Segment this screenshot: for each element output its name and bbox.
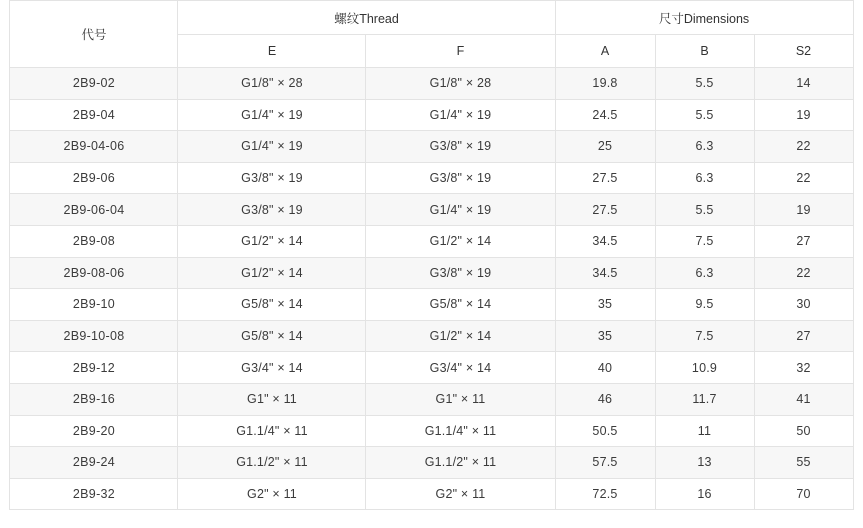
table-row	[10, 162, 853, 194]
header-thread-group: 螺纹Thread	[178, 1, 555, 35]
header-dimensions-group: 尺寸Dimensions	[555, 1, 853, 35]
cell-dim-a: 25	[555, 131, 655, 163]
table-row	[10, 68, 853, 100]
cell-part-no: 2B9-10-08	[10, 320, 178, 352]
cell-dim-s2: 70	[754, 478, 853, 510]
cell-thread-f: G1/4" × 19	[366, 99, 555, 131]
cell-thread-f: G3/8" × 19	[366, 131, 555, 163]
cell-part-no: 2B9-08	[10, 225, 178, 257]
table-row	[10, 415, 853, 447]
cell-dim-a: 34.5	[555, 225, 655, 257]
cell-thread-f: G3/8" × 19	[366, 257, 555, 289]
cell-part-no: 2B9-24	[10, 447, 178, 479]
cell-dim-s2: 32	[754, 352, 853, 384]
cell-thread-f: G1/4" × 19	[366, 194, 555, 226]
cell-dim-b: 9.5	[655, 289, 754, 321]
cell-dim-s2: 22	[754, 257, 853, 289]
table-header-group-row	[10, 1, 853, 35]
cell-thread-e: G1/8" × 28	[178, 68, 366, 100]
cell-dim-b: 5.5	[655, 99, 754, 131]
cell-dim-b: 6.3	[655, 131, 754, 163]
cell-thread-e: G1/2" × 14	[178, 257, 366, 289]
cell-dim-a: 46	[555, 383, 655, 415]
cell-dim-b: 16	[655, 478, 754, 510]
cell-dim-a: 27.5	[555, 162, 655, 194]
cell-thread-e: G1/4" × 19	[178, 131, 366, 163]
table-row	[10, 194, 853, 226]
table-header	[10, 1, 853, 68]
cell-dim-a: 34.5	[555, 257, 655, 289]
cell-part-no: 2B9-04-06	[10, 131, 178, 163]
cell-dim-a: 72.5	[555, 478, 655, 510]
cell-thread-e: G3/4" × 14	[178, 352, 366, 384]
table-row	[10, 257, 853, 289]
header-dim-b: B	[655, 35, 754, 68]
cell-dim-s2: 22	[754, 162, 853, 194]
cell-dim-s2: 27	[754, 225, 853, 257]
table-row	[10, 383, 853, 415]
cell-thread-f: G2" × 11	[366, 478, 555, 510]
table-row	[10, 352, 853, 384]
cell-dim-a: 35	[555, 320, 655, 352]
table-row	[10, 225, 853, 257]
cell-part-no: 2B9-20	[10, 415, 178, 447]
cell-dim-b: 5.5	[655, 194, 754, 226]
cell-dim-s2: 50	[754, 415, 853, 447]
cell-dim-s2: 14	[754, 68, 853, 100]
cell-part-no: 2B9-16	[10, 383, 178, 415]
table-body	[10, 68, 853, 510]
cell-dim-s2: 55	[754, 447, 853, 479]
table-row	[10, 447, 853, 479]
table-row	[10, 320, 853, 352]
cell-dim-a: 19.8	[555, 68, 655, 100]
cell-thread-e: G5/8" × 14	[178, 320, 366, 352]
cell-thread-f: G1" × 11	[366, 383, 555, 415]
cell-thread-e: G5/8" × 14	[178, 289, 366, 321]
header-thread-f: F	[366, 35, 555, 68]
cell-dim-s2: 19	[754, 99, 853, 131]
header-dim-s2: S2	[754, 35, 853, 68]
cell-dim-b: 7.5	[655, 225, 754, 257]
cell-thread-e: G1.1/2" × 11	[178, 447, 366, 479]
table-row	[10, 131, 853, 163]
header-thread-e: E	[178, 35, 366, 68]
header-part-no-group: 代号	[10, 1, 178, 68]
cell-dim-b: 7.5	[655, 320, 754, 352]
cell-part-no: 2B9-32	[10, 478, 178, 510]
cell-dim-s2: 19	[754, 194, 853, 226]
cell-dim-a: 27.5	[555, 194, 655, 226]
cell-dim-b: 13	[655, 447, 754, 479]
cell-thread-f: G3/4" × 14	[366, 352, 555, 384]
cell-thread-f: G1.1/2" × 11	[366, 447, 555, 479]
cell-thread-f: G1/8" × 28	[366, 68, 555, 100]
cell-thread-e: G1/2" × 14	[178, 225, 366, 257]
specification-table	[9, 0, 853, 510]
table-row	[10, 289, 853, 321]
cell-thread-f: G5/8" × 14	[366, 289, 555, 321]
cell-dim-a: 24.5	[555, 99, 655, 131]
cell-thread-e: G3/8" × 19	[178, 162, 366, 194]
cell-dim-b: 10.9	[655, 352, 754, 384]
cell-dim-b: 5.5	[655, 68, 754, 100]
table-row	[10, 99, 853, 131]
cell-thread-f: G1/2" × 14	[366, 225, 555, 257]
cell-thread-e: G1.1/4" × 11	[178, 415, 366, 447]
cell-thread-e: G3/8" × 19	[178, 194, 366, 226]
cell-part-no: 2B9-08-06	[10, 257, 178, 289]
cell-thread-e: G1/4" × 19	[178, 99, 366, 131]
cell-dim-b: 6.3	[655, 257, 754, 289]
header-dim-a: A	[555, 35, 655, 68]
cell-dim-a: 57.5	[555, 447, 655, 479]
cell-dim-s2: 41	[754, 383, 853, 415]
cell-dim-a: 35	[555, 289, 655, 321]
cell-dim-b: 6.3	[655, 162, 754, 194]
cell-part-no: 2B9-04	[10, 99, 178, 131]
cell-thread-e: G1" × 11	[178, 383, 366, 415]
cell-part-no: 2B9-06	[10, 162, 178, 194]
cell-thread-e: G2" × 11	[178, 478, 366, 510]
cell-thread-f: G1/2" × 14	[366, 320, 555, 352]
cell-part-no: 2B9-10	[10, 289, 178, 321]
cell-dim-a: 40	[555, 352, 655, 384]
cell-dim-s2: 30	[754, 289, 853, 321]
table-row	[10, 478, 853, 510]
cell-part-no: 2B9-02	[10, 68, 178, 100]
cell-dim-a: 50.5	[555, 415, 655, 447]
cell-thread-f: G1.1/4" × 11	[366, 415, 555, 447]
cell-dim-s2: 22	[754, 131, 853, 163]
cell-thread-f: G3/8" × 19	[366, 162, 555, 194]
cell-dim-s2: 27	[754, 320, 853, 352]
cell-part-no: 2B9-12	[10, 352, 178, 384]
cell-dim-b: 11.7	[655, 383, 754, 415]
cell-dim-b: 11	[655, 415, 754, 447]
cell-part-no: 2B9-06-04	[10, 194, 178, 226]
